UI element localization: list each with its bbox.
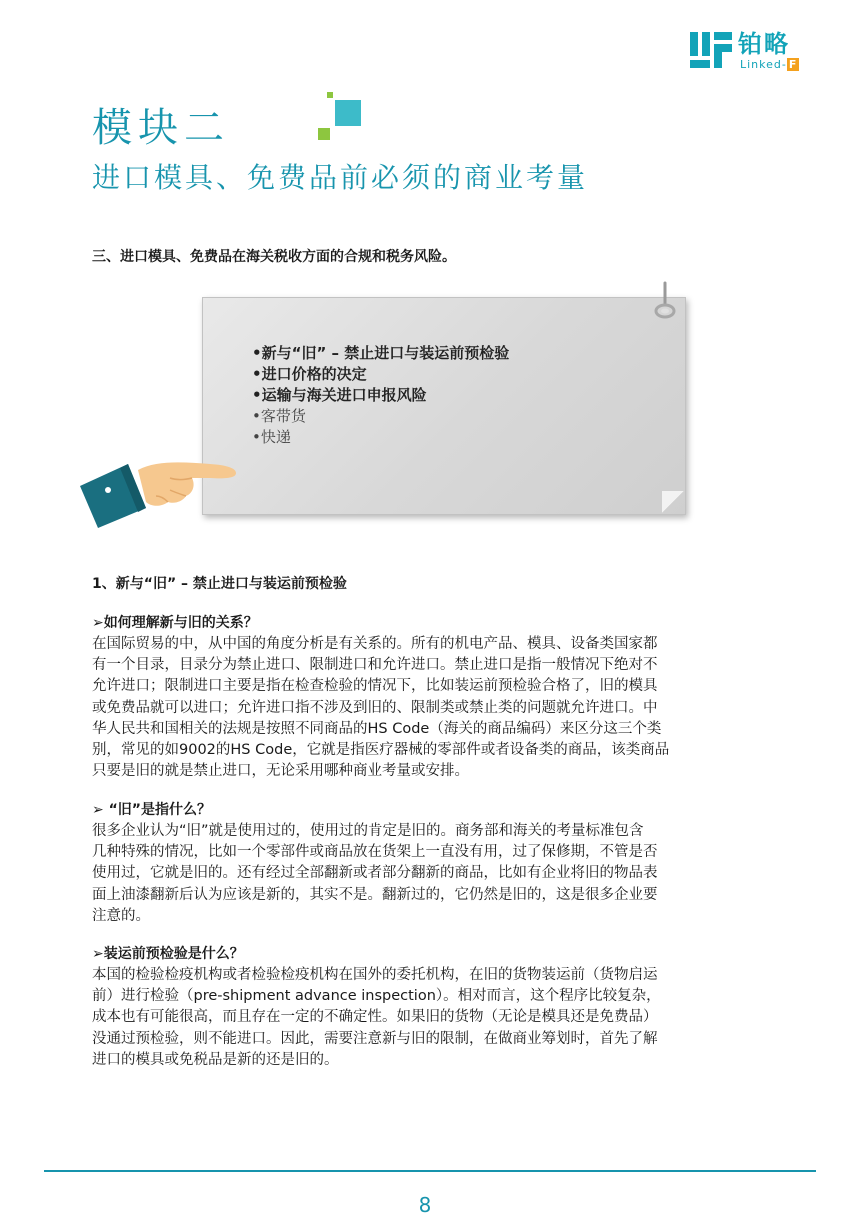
decor-square-teal bbox=[335, 100, 361, 126]
paragraph-line: 几种特殊的情况，比如一个零部件或商品放在货架上一直没有用，过了保修期，不管是否 bbox=[92, 844, 658, 861]
subsection-heading: 1、新与“旧” – 禁止进口与装运前预检验 bbox=[92, 576, 347, 592]
brand-logo bbox=[690, 30, 820, 74]
note-card-item: •运输与海关进口申报风险 bbox=[252, 386, 427, 404]
brand-name-en: Linked- F bbox=[740, 58, 798, 71]
pointing-hand-icon bbox=[80, 456, 240, 528]
paragraph-line: 华人民共和国相关的法规是按照不同商品的HS Code（海关的商品编码）来区分这三个类 bbox=[92, 720, 662, 737]
paragraph-line: 有一个目录，目录分为禁止进口、限制进口和允许进口。禁止进口是指一般情况下绝对不 bbox=[92, 657, 658, 674]
paperclip-pin-icon bbox=[650, 281, 680, 321]
answer-paragraph bbox=[92, 634, 782, 782]
paragraph-line: 允许进口；限制进口主要是指在检查检验的情况下，比如装运前预检验合格了，旧的模具 bbox=[92, 678, 658, 695]
paragraph-line: 只要是旧的就是禁止进口，无论采用哪种商业考量或安排。 bbox=[92, 763, 469, 780]
paragraph-line: 前）进行检验（pre-shipment advance inspection）。相对而言，这个程序比较复杂， bbox=[92, 988, 661, 1005]
note-card-item: •快递 bbox=[252, 428, 291, 446]
paragraph-line: 没通过预检验，则不能进口。因此，需要注意新与旧的限制，在做商业筹划时，首先了解 bbox=[92, 1030, 658, 1047]
answer-paragraph bbox=[92, 821, 782, 927]
module-subtitle: 进口模具、免费品前必须的商业考量 bbox=[92, 161, 589, 194]
question-heading: ➢ “旧”是指什么？ bbox=[92, 802, 212, 818]
note-card-corner-fold bbox=[662, 491, 684, 513]
page-number: 8 bbox=[418, 1193, 432, 1217]
note-card-item: •进口价格的决定 bbox=[252, 365, 367, 383]
question-heading: ➢装运前预检验是什么？ bbox=[92, 946, 244, 962]
paragraph-line: 注意的。 bbox=[92, 907, 150, 924]
brand-name-cn: 铂略 bbox=[738, 30, 790, 58]
note-card bbox=[202, 297, 684, 513]
paragraph-line: 别，常见的如9002的HS Code，它就是指医疗器械的零部件或者设备类的商品，该类商品 bbox=[92, 742, 670, 759]
note-card-item: •客带货 bbox=[252, 407, 306, 425]
answer-paragraph bbox=[92, 965, 782, 1071]
note-card-list bbox=[252, 343, 509, 448]
decor-square-green bbox=[318, 128, 330, 140]
note-card-item: •新与“旧” – 禁止进口与装运前预检验 bbox=[252, 344, 510, 362]
paragraph-line: 面上油漆翻新后认为应该是新的，其实不是。翻新过的，它仍然是旧的，这是很多企业要 bbox=[92, 886, 658, 903]
paragraph-line: 本国的检验检疫机构或者检验检疫机构在国外的委托机构，在旧的货物装运前（货物启运 bbox=[92, 967, 658, 983]
paragraph-line: 成本也有可能很高，而且存在一定的不确定性。如果旧的货物（无论是模具还是免费品） bbox=[92, 1009, 658, 1026]
footer-divider bbox=[44, 1170, 816, 1172]
question-heading: ➢如何理解新与旧的关系？ bbox=[92, 615, 258, 631]
logo-mark-icon bbox=[690, 32, 734, 72]
decor-square-small-green bbox=[327, 92, 333, 98]
paragraph-line: 在国际贸易的中，从中国的角度分析是有关系的。所有的机电产品、模具、设备类国家都 bbox=[92, 636, 658, 652]
paragraph-line: 进口的模具或免税品是新的还是旧的。 bbox=[92, 1051, 339, 1068]
section-heading: 三、进口模具、免费品在海关税收方面的合规和税务风险。 bbox=[92, 249, 456, 265]
module-title: 模块二 bbox=[92, 105, 230, 151]
paragraph-line: 很多企业认为“旧”就是使用过的，使用过的肯定是旧的。商务部和海关的考量标准包含 bbox=[92, 823, 644, 839]
paragraph-line: 或免费品就可以进口；允许进口指不涉及到旧的、限制类或禁止类的问题就允许进口。中 bbox=[92, 699, 658, 716]
paragraph-line: 使用过，它就是旧的。还有经过全部翻新或者部分翻新的商品，比如有企业将旧的物品表 bbox=[92, 865, 658, 882]
